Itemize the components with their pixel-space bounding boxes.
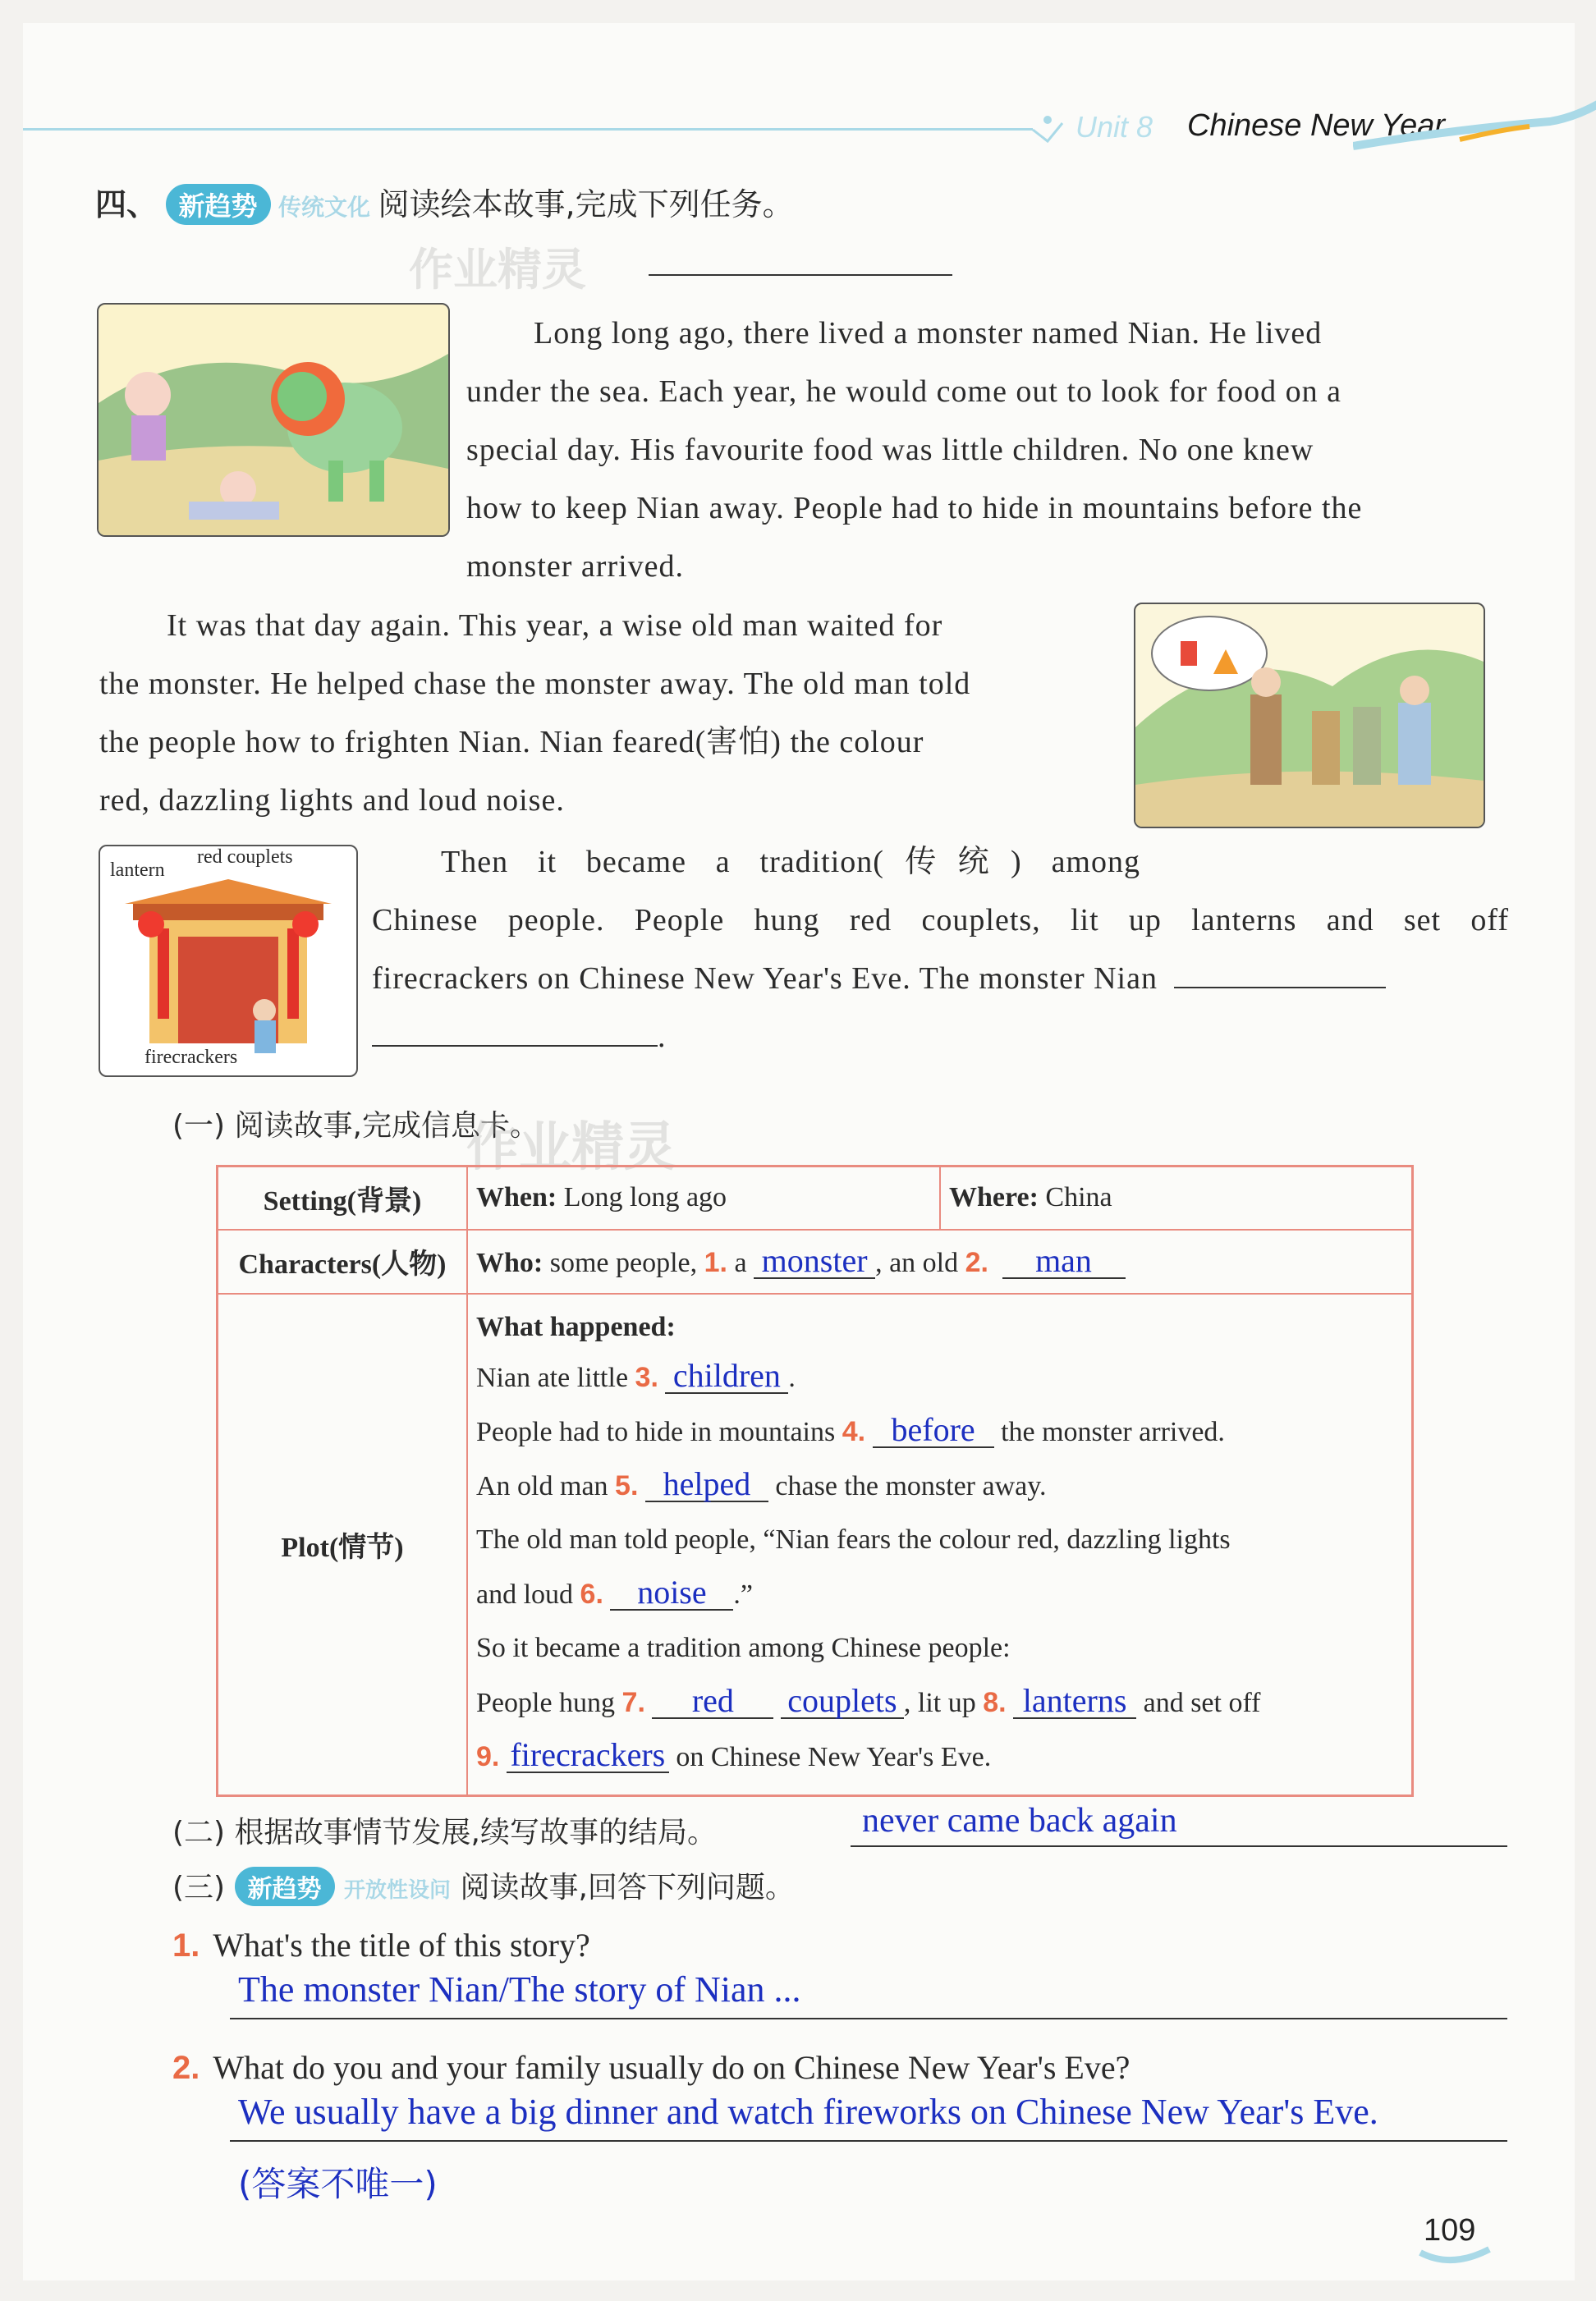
story-paragraph-2 [99, 597, 1140, 830]
story-line: the people how to frighten Nian. Nian feared(害怕) the colour [99, 725, 924, 759]
story-end-period: . [658, 1020, 667, 1054]
story-line: Chinese people. People hung red couplets, lit up lanterns and set off [372, 903, 1509, 937]
story-paragraph-1 [466, 305, 1511, 596]
workbook-page [23, 23, 1575, 2280]
unit-label: Unit 8 [1075, 110, 1153, 144]
plot-text: .” [733, 1579, 753, 1610]
answer-7[interactable]: red [652, 1684, 773, 1719]
culture-tag: 传统文化 [278, 194, 371, 221]
section-instruction: 阅读绘本故事,完成下列任务。 [378, 186, 794, 222]
info-card-table [216, 1165, 1414, 1797]
part2-title: (二) 根据故事情节发展,续写故事的结局。 [172, 1816, 717, 1850]
story-end-blank-1 [1174, 954, 1386, 988]
plot-text: An old man [476, 1470, 608, 1501]
story-line: under the sea. Each year, he would come out to look for food on a [466, 374, 1341, 409]
page-number: 109 [1424, 2213, 1476, 2248]
story-end-blank-2 [372, 1012, 658, 1047]
characters-label: Characters(人物) [218, 1230, 468, 1294]
story-line: It was that day again. This year, a wise old man waited for [167, 608, 943, 643]
plot-text: Nian ate little [476, 1362, 629, 1393]
answer-4[interactable]: before [873, 1414, 994, 1448]
answer-1-line [230, 1969, 1507, 2019]
blank-number-9: 9. [476, 1740, 500, 1772]
illustration-new-year [99, 845, 358, 1077]
illustration-monster [97, 303, 450, 537]
answer-6[interactable]: noise [610, 1576, 733, 1611]
open-question-tag: 开放性设问 [344, 1878, 452, 1903]
question-2 [172, 2048, 1130, 2087]
when-value: Long long ago [563, 1182, 727, 1213]
plot-label: Plot(情节) [218, 1294, 468, 1796]
plot-line-7 [476, 1675, 1403, 1730]
watermark: 作业精灵 [409, 244, 586, 296]
story-paragraph-3 [372, 833, 1509, 1066]
plot-line-9 [476, 1730, 1403, 1784]
blank-number-1: 1. [704, 1246, 727, 1278]
question-2-number: 2. [172, 2050, 200, 2086]
question-1 [172, 1926, 590, 1964]
story-line [372, 950, 1509, 1008]
question-1-text: What's the title of this story? [213, 1927, 590, 1964]
story-line: the monster. He helped chase the monster away. The old man told [99, 667, 971, 701]
plot-line-3: Nian ate little 3. children . [476, 1356, 796, 1394]
trend-badge-2: 新趋势 [235, 1867, 335, 1906]
question-1-number: 1. [172, 1927, 200, 1964]
setting-row [218, 1167, 1413, 1230]
part1-title: (一) 阅读故事,完成信息卡。 [172, 1109, 539, 1143]
label-red-couplets: red couplets [197, 846, 293, 868]
story-line-text: firecrackers on Chinese New Year's Eve. The monster Nian [372, 961, 1158, 996]
blank-number-6: 6. [580, 1578, 603, 1610]
plot-text: People had to hide in mountains [476, 1416, 836, 1447]
characters-row [218, 1230, 1413, 1294]
story-line: monster arrived. [466, 549, 685, 584]
plot-text: , lit up [903, 1687, 976, 1718]
question-2-text: What do you and your family usually do on Chinese New Year's Eve? [213, 2049, 1130, 2086]
blank-number-4: 4. [842, 1415, 866, 1447]
plot-line-6b [476, 1567, 1403, 1621]
watermark-2: 作业精灵 [466, 1117, 676, 1178]
blank-number-3: 3. [635, 1361, 658, 1393]
who-label: Who: [476, 1247, 543, 1278]
what-happened-label: What happened: [476, 1311, 676, 1342]
unit-title: Chinese New Year [1187, 108, 1446, 143]
plot-cell [467, 1294, 1413, 1796]
who-text-1: some people, [549, 1247, 698, 1278]
section-number: 四、 [95, 186, 158, 222]
header-accent [1031, 112, 1064, 144]
plot-text: and loud [476, 1579, 574, 1610]
trend-badge: 新趋势 [166, 184, 271, 225]
blank-number-8: 8. [983, 1686, 1007, 1718]
who-text-3: , an old [875, 1247, 959, 1278]
answer-7b[interactable]: couplets [781, 1684, 904, 1719]
part2-answer[interactable]: never came back again [862, 1802, 1177, 1840]
section-heading [95, 179, 794, 225]
when-cell [467, 1167, 940, 1230]
plot-text: chase the monster away. [775, 1470, 1047, 1501]
answer-1[interactable]: monster [754, 1244, 875, 1279]
answer-8[interactable]: lanterns [1013, 1684, 1136, 1719]
answer-5[interactable]: helped [645, 1468, 768, 1502]
plot-line-7a: So it became a tradition among Chinese people: [476, 1632, 1011, 1663]
story-line: Long long ago, there lived a monster named Nian. He lived [534, 316, 1323, 351]
where-label: Where: [949, 1182, 1039, 1213]
header-rule [23, 128, 1033, 131]
label-firecrackers: firecrackers [144, 1047, 238, 1068]
plot-text: and set off [1143, 1687, 1261, 1718]
part3-prefix: (三) [172, 1871, 226, 1905]
answer-2[interactable]: man [1002, 1244, 1126, 1279]
plot-line-6a: The old man told people, “Nian fears the colour red, dazzling lights [476, 1524, 1231, 1555]
question-2-answer[interactable]: We usually have a big dinner and watch fireworks on Chinese New Year's Eve. [238, 2092, 1378, 2132]
plot-line-5 [476, 1459, 1403, 1513]
where-cell [940, 1167, 1413, 1230]
answer-9[interactable]: firecrackers [507, 1739, 669, 1773]
answer-2-line [230, 2091, 1507, 2142]
plot-row [218, 1294, 1413, 1796]
part3-title: 阅读故事,回答下列问题。 [460, 1871, 795, 1905]
story-line [372, 1008, 1509, 1066]
plot-text: People hung [476, 1687, 616, 1718]
who-cell [467, 1230, 1413, 1294]
label-lantern: lantern [110, 859, 165, 881]
part3-heading [172, 1864, 795, 1906]
header-wave [1353, 97, 1596, 154]
answer-note: (答案不唯一) [238, 2164, 438, 2204]
plot-text: on Chinese New Year's Eve. [676, 1741, 992, 1772]
story-line: special day. His favourite food was little children. No one knew [466, 433, 1314, 467]
blank-number-7: 7. [621, 1686, 645, 1718]
story-line: Then it became a tradition(传统) among [441, 845, 1140, 879]
setting-label: Setting(背景) [218, 1167, 468, 1230]
blank-number-2: 2. [965, 1246, 988, 1278]
page-number-swoosh [1419, 2244, 1493, 2269]
story-line: how to keep Nian away. People had to hide in mountains before the [466, 491, 1363, 525]
who-text-2: a [734, 1247, 747, 1278]
story-line: red, dazzling lights and loud noise. [99, 783, 565, 818]
title-blank [649, 274, 952, 276]
answer-3[interactable]: children [665, 1359, 788, 1394]
blank-number-5: 5. [615, 1469, 639, 1501]
plot-line-4 [476, 1405, 1403, 1459]
where-value: China [1045, 1182, 1112, 1213]
question-1-answer[interactable]: The monster Nian/The story of Nian ... [238, 1969, 801, 2010]
part2-answer-line [851, 1801, 1507, 1847]
plot-text: the monster arrived. [1001, 1416, 1225, 1447]
illustration-old-man [1134, 603, 1485, 828]
when-label: When: [476, 1182, 557, 1213]
